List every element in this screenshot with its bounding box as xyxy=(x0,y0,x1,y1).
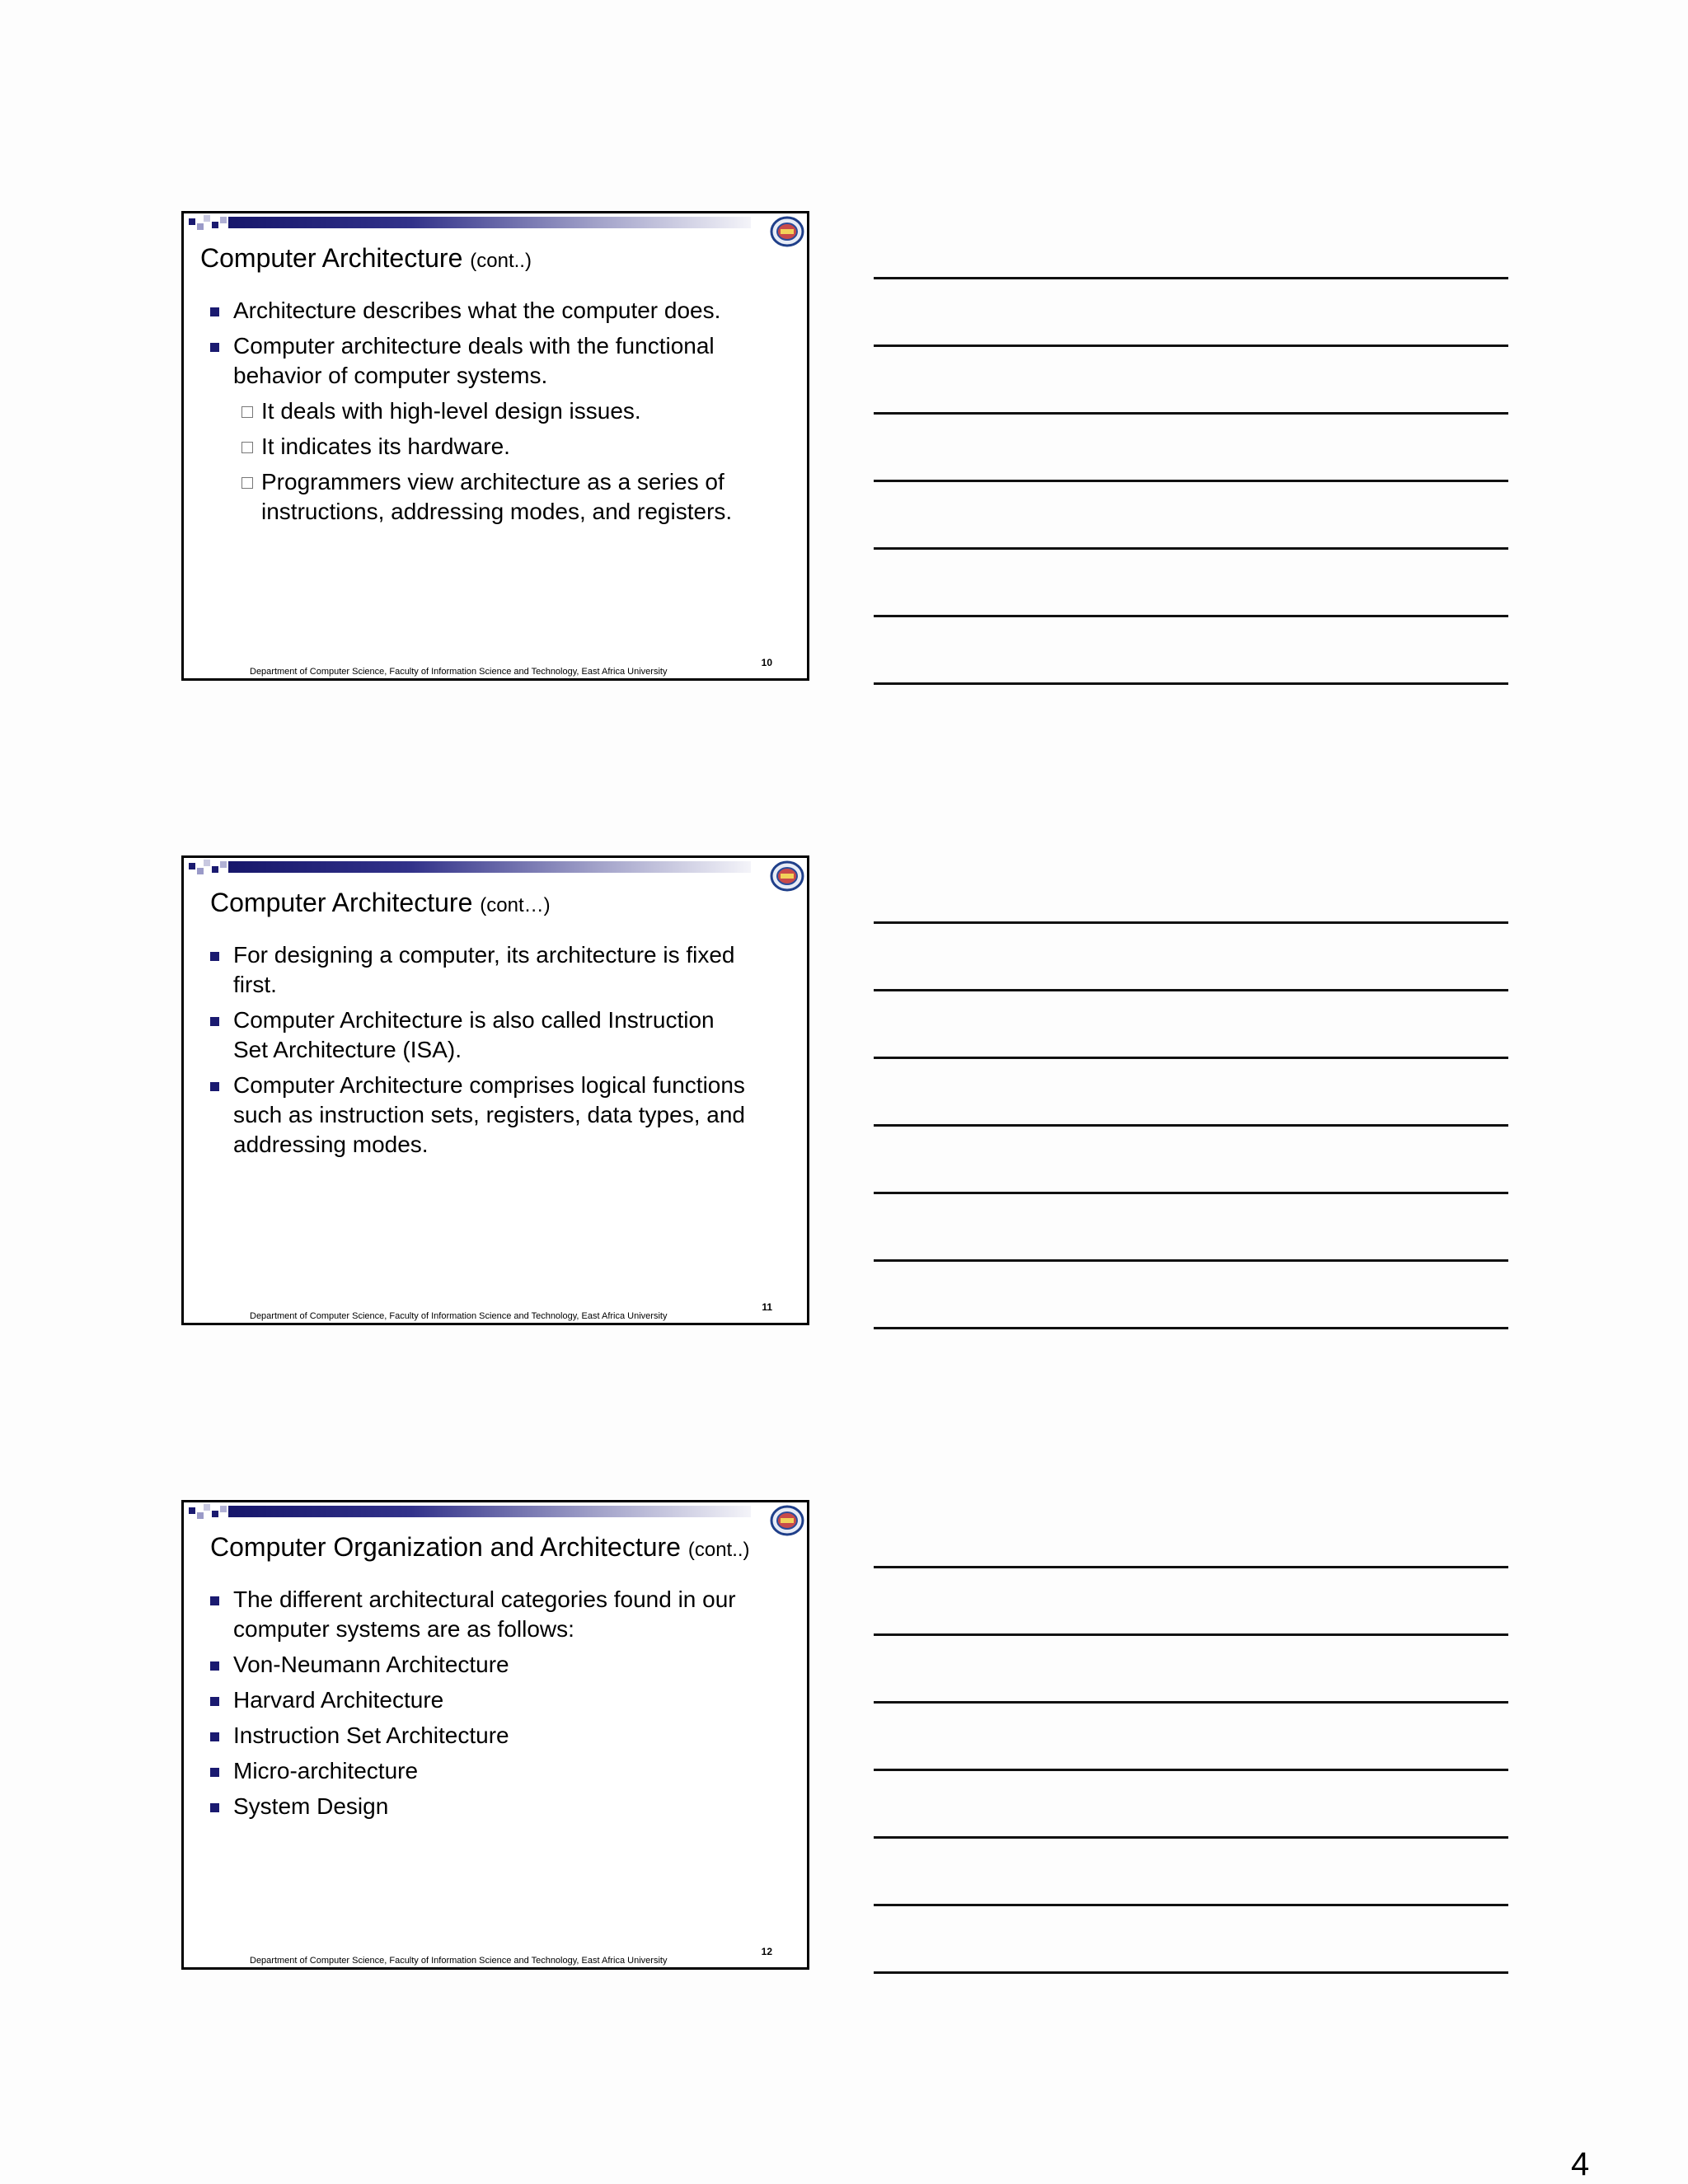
sub-bullet-item: It indicates its hardware. xyxy=(209,432,782,462)
university-logo-icon xyxy=(769,215,805,248)
note-line xyxy=(874,547,1508,550)
slide-footer: Department of Computer Science, Faculty of Information Science and Technology, East Africa University xyxy=(250,667,668,677)
note-line xyxy=(874,921,1508,924)
slide-title: Computer Architecture (cont..) xyxy=(200,243,532,273)
bullet-item: Computer Architecture comprises logical functions such as instruction sets, registers, data types, and addressing modes. xyxy=(209,1071,782,1160)
university-logo-icon xyxy=(769,1504,805,1537)
note-line xyxy=(874,1259,1508,1262)
slide-number: 10 xyxy=(761,657,772,668)
bullet-list xyxy=(209,940,782,1165)
slide-3 xyxy=(181,1500,809,1970)
note-line xyxy=(874,277,1508,279)
note-line xyxy=(874,412,1508,415)
slide-footer: Department of Computer Science, Faculty of Information Science and Technology, East Africa University xyxy=(250,1311,668,1321)
page-number: 4 xyxy=(1571,2146,1590,2182)
note-line xyxy=(874,1566,1508,1568)
note-line xyxy=(874,1192,1508,1194)
bullet-item: Micro-architecture xyxy=(209,1756,782,1786)
note-line xyxy=(874,1836,1508,1839)
slide-header-bar xyxy=(228,861,751,873)
slide-header-bar xyxy=(228,217,751,228)
note-line xyxy=(874,1701,1508,1704)
note-line xyxy=(874,1327,1508,1329)
note-line xyxy=(874,344,1508,347)
decorative-squares xyxy=(189,1502,228,1519)
note-line xyxy=(874,682,1508,685)
slide-title: Computer Organization and Architecture (cont..) xyxy=(210,1532,750,1562)
bullet-item: Instruction Set Architecture xyxy=(209,1721,782,1750)
slide-footer: Department of Computer Science, Faculty of Information Science and Technology, East Africa University xyxy=(250,1956,668,1966)
bullet-item: Von-Neumann Architecture xyxy=(209,1650,782,1680)
bullet-list xyxy=(209,296,782,532)
slide-1 xyxy=(181,211,809,681)
note-line xyxy=(874,1124,1508,1127)
bullet-item: System Design xyxy=(209,1792,782,1821)
note-line xyxy=(874,1057,1508,1059)
note-line xyxy=(874,1904,1508,1906)
decorative-squares xyxy=(189,213,228,230)
note-line xyxy=(874,480,1508,482)
slide-2 xyxy=(181,855,809,1325)
note-line xyxy=(874,615,1508,617)
bullet-item: For designing a computer, its architecture is fixed first. xyxy=(209,940,782,1000)
slide-title: Computer Architecture (cont…) xyxy=(210,888,551,917)
bullet-item: Computer architecture deals with the functional behavior of computer systems. xyxy=(209,331,782,391)
slide-number: 11 xyxy=(762,1301,772,1313)
note-line xyxy=(874,989,1508,991)
slide-header-bar xyxy=(228,1506,751,1517)
bullet-item: Architecture describes what the computer does. xyxy=(209,296,782,326)
decorative-squares xyxy=(189,858,228,874)
sub-bullet-item: Programmers view architecture as a series of instructions, addressing modes, and registers. xyxy=(209,467,782,527)
bullet-list xyxy=(209,1585,782,1827)
bullet-item: The different architectural categories found in our computer systems are as follows: xyxy=(209,1585,782,1644)
note-line xyxy=(874,1971,1508,1974)
bullet-item: Harvard Architecture xyxy=(209,1685,782,1715)
sub-bullet-item: It deals with high-level design issues. xyxy=(209,396,782,426)
slide-number: 12 xyxy=(761,1946,772,1957)
note-line xyxy=(874,1633,1508,1636)
university-logo-icon xyxy=(769,860,805,893)
note-line xyxy=(874,1769,1508,1771)
bullet-item: Computer Architecture is also called Instruction Set Architecture (ISA). xyxy=(209,1005,782,1065)
